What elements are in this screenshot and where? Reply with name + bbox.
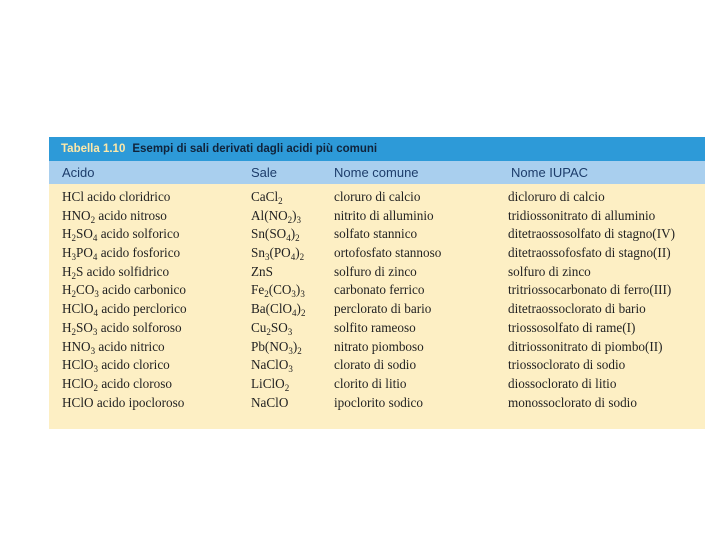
formula-subscript: 2 <box>71 289 77 300</box>
iupac-name-cell: triossoclorato di sodio <box>508 357 626 373</box>
formula-part: Fe <box>251 282 265 298</box>
salt-cell <box>251 282 305 298</box>
acid-name: acido solfidrico <box>83 263 170 279</box>
formula-subscript: 3 <box>300 289 305 300</box>
acid-cell <box>62 357 170 373</box>
formula-part: Al(NO <box>251 207 288 223</box>
formula-part: Cu <box>251 319 267 335</box>
acid-name: acido fosforico <box>97 245 181 261</box>
formula-subscript: 4 <box>290 252 296 263</box>
formula-subscript: 2 <box>266 326 271 337</box>
common-name-cell: clorito di litio <box>334 375 407 391</box>
formula-subscript: 3 <box>288 364 293 375</box>
formula-subscript: 2 <box>300 308 306 319</box>
salt-cell <box>251 395 288 411</box>
formula-part: HNO <box>62 338 91 354</box>
formula-subscript: 3 <box>93 364 99 375</box>
formula-part: CO <box>76 282 95 298</box>
common-name-cell: ipoclorito sodico <box>334 394 424 410</box>
salt-cell <box>251 208 301 224</box>
formula-part: NaClO <box>251 357 289 373</box>
formula-subscript: 2 <box>71 233 77 244</box>
formula-subscript: 3 <box>94 289 99 300</box>
salt-cell <box>251 226 300 242</box>
common-name-cell: perclorato di bario <box>334 301 432 317</box>
formula-part: Sn <box>251 245 265 261</box>
table-row <box>49 282 705 301</box>
iupac-name-cell: ditetraossosolfato di stagno(IV) <box>508 226 676 242</box>
formula-part: HClO <box>62 375 94 391</box>
acid-name: acido ipocloroso <box>93 394 185 410</box>
common-name-cell: solfito rameoso <box>334 319 416 335</box>
acid-cell <box>62 226 179 242</box>
formula-part: SO <box>270 319 288 335</box>
acid-name: acido carbonico <box>98 282 187 298</box>
acid-name: acido clorico <box>98 357 170 373</box>
acid-name: acido solforoso <box>97 319 182 335</box>
formula-subscript: 2 <box>90 214 96 225</box>
formula-part: LiClO <box>251 375 285 391</box>
formula-part: PO <box>76 245 93 261</box>
acid-name: acido perclorico <box>98 301 187 317</box>
formula-subscript: 4 <box>92 252 98 263</box>
formula-part: NaClO <box>251 394 289 410</box>
table-title: Esempi di sali derivati dagli acidi più comuni <box>132 143 378 155</box>
acid-cell <box>62 339 165 355</box>
formula-part: Sn(SO <box>251 226 287 242</box>
iupac-name-cell: tridiossonitrato di alluminio <box>508 207 656 223</box>
formula-part: S <box>76 263 84 279</box>
formula-subscript: 2 <box>71 326 77 337</box>
salt-cell <box>251 320 292 336</box>
formula-part: H <box>62 319 72 335</box>
salt-cell <box>251 245 304 261</box>
header-common-name: Nome comune <box>334 165 419 180</box>
formula-subscript: 3 <box>90 345 96 356</box>
formula-subscript: 3 <box>296 214 302 225</box>
formula-part: ) <box>295 282 301 298</box>
iupac-name-cell: diossoclorato di litio <box>508 375 617 391</box>
iupac-name-cell: solfuro di zinco <box>508 263 591 279</box>
table-row <box>49 189 705 208</box>
formula-part: H <box>62 282 72 298</box>
salt-cell <box>251 264 273 280</box>
formula-part: (PO <box>269 245 291 261</box>
common-name-cell: solfuro di zinco <box>334 263 417 279</box>
formula-subscript: 3 <box>291 289 296 300</box>
formula-part: HClO <box>62 357 94 373</box>
common-name-cell: solfato stannico <box>334 226 418 242</box>
formula-part: H <box>62 226 72 242</box>
iupac-name-cell: triossosolfato di rame(I) <box>508 319 636 335</box>
formula-subscript: 2 <box>297 345 302 356</box>
acid-cell <box>62 301 187 317</box>
acid-name: acido cloridrico <box>83 189 171 204</box>
formula-subscript: 3 <box>264 252 270 263</box>
table-row <box>49 301 705 320</box>
header-iupac-name: Nome IUPAC <box>511 165 589 180</box>
table-number: Tabella 1.10 <box>61 143 126 155</box>
iupac-name-cell: monossoclorato di sodio <box>508 394 637 410</box>
formula-subscript: 2 <box>287 214 293 225</box>
formula-part: ) <box>290 226 296 242</box>
table-row <box>49 226 705 245</box>
formula-part: CaCl <box>251 189 279 204</box>
acid-name: acido nitrico <box>95 338 165 354</box>
acid-cell <box>62 208 167 224</box>
formula-subscript: 2 <box>278 196 283 206</box>
formula-subscript: 4 <box>286 233 291 244</box>
common-name-cell: cloruro di calcio <box>334 189 421 204</box>
formula-part: HCl <box>62 189 84 204</box>
common-name-cell: ortofosfato stannoso <box>334 245 442 261</box>
formula-part: Pb(NO <box>251 338 289 354</box>
formula-subscript: 2 <box>264 289 269 300</box>
acid-cell <box>62 320 182 336</box>
table-body <box>49 184 705 413</box>
formula-part: HNO <box>62 207 91 223</box>
table-row <box>49 245 705 264</box>
table-row <box>49 320 705 339</box>
iupac-name-cell: dicloruro di calcio <box>508 189 605 204</box>
formula-part: ) <box>296 301 301 317</box>
acid-cell <box>62 376 172 392</box>
header-acid: Acido <box>62 165 95 180</box>
common-name-cell: carbonato ferrico <box>334 282 425 298</box>
acid-name: acido nitroso <box>95 207 167 223</box>
acid-cell <box>62 264 169 280</box>
salt-cell <box>251 301 305 317</box>
salts-table <box>49 137 705 429</box>
salt-cell <box>251 357 293 373</box>
formula-subscript: 3 <box>71 252 77 263</box>
formula-subscript: 3 <box>92 326 98 337</box>
table-row <box>49 395 705 414</box>
salt-cell <box>251 189 283 205</box>
acid-cell <box>62 282 186 298</box>
iupac-name-cell: ditriossonitrato di piombo(II) <box>508 338 663 354</box>
table-row <box>49 339 705 358</box>
table-row <box>49 208 705 227</box>
formula-subscript: 2 <box>93 382 99 393</box>
iupac-name-cell: ditetraossoclorato di bario <box>508 301 646 317</box>
common-name-cell: clorato di sodio <box>334 357 417 373</box>
formula-part: H <box>62 263 72 279</box>
table-row <box>49 376 705 395</box>
acid-cell <box>62 395 184 411</box>
formula-subscript: 3 <box>288 345 293 356</box>
formula-part: SO <box>76 319 93 335</box>
iupac-name-cell: ditetraossofosfato di stagno(II) <box>508 245 671 261</box>
header-salt: Sale <box>251 165 278 180</box>
formula-part: ) <box>292 207 297 223</box>
formula-part: ) <box>295 245 300 261</box>
iupac-name-cell: tritriossocarbonato di ferro(III) <box>508 282 672 298</box>
formula-part: HClO <box>62 301 94 317</box>
acid-cell <box>62 189 170 205</box>
table-title-bar <box>49 137 705 161</box>
common-name-cell: nitrito di alluminio <box>334 207 434 223</box>
formula-subscript: 2 <box>299 252 305 263</box>
formula-subscript: 2 <box>71 270 77 281</box>
table-row <box>49 357 705 376</box>
acid-name: acido solforico <box>97 226 180 242</box>
formula-part: ) <box>292 338 298 354</box>
salt-cell <box>251 376 289 392</box>
salt-cell <box>251 339 302 355</box>
formula-part: SO <box>76 226 93 242</box>
acid-name: acido cloroso <box>98 375 172 391</box>
formula-part: (CO <box>268 282 292 298</box>
table-header-row <box>49 161 705 184</box>
formula-subscript: 4 <box>93 308 99 319</box>
formula-part: ZnS <box>251 263 273 279</box>
table-row <box>49 264 705 283</box>
formula-part: HClO <box>62 394 94 410</box>
formula-subscript: 3 <box>287 326 293 337</box>
formula-subscript: 2 <box>284 382 290 393</box>
formula-subscript: 4 <box>292 308 297 319</box>
common-name-cell: nitrato piomboso <box>334 338 424 354</box>
formula-part: Ba(ClO <box>251 301 293 317</box>
formula-subscript: 2 <box>295 233 300 244</box>
acid-cell <box>62 245 180 261</box>
formula-subscript: 4 <box>92 233 98 244</box>
formula-part: H <box>62 245 72 261</box>
